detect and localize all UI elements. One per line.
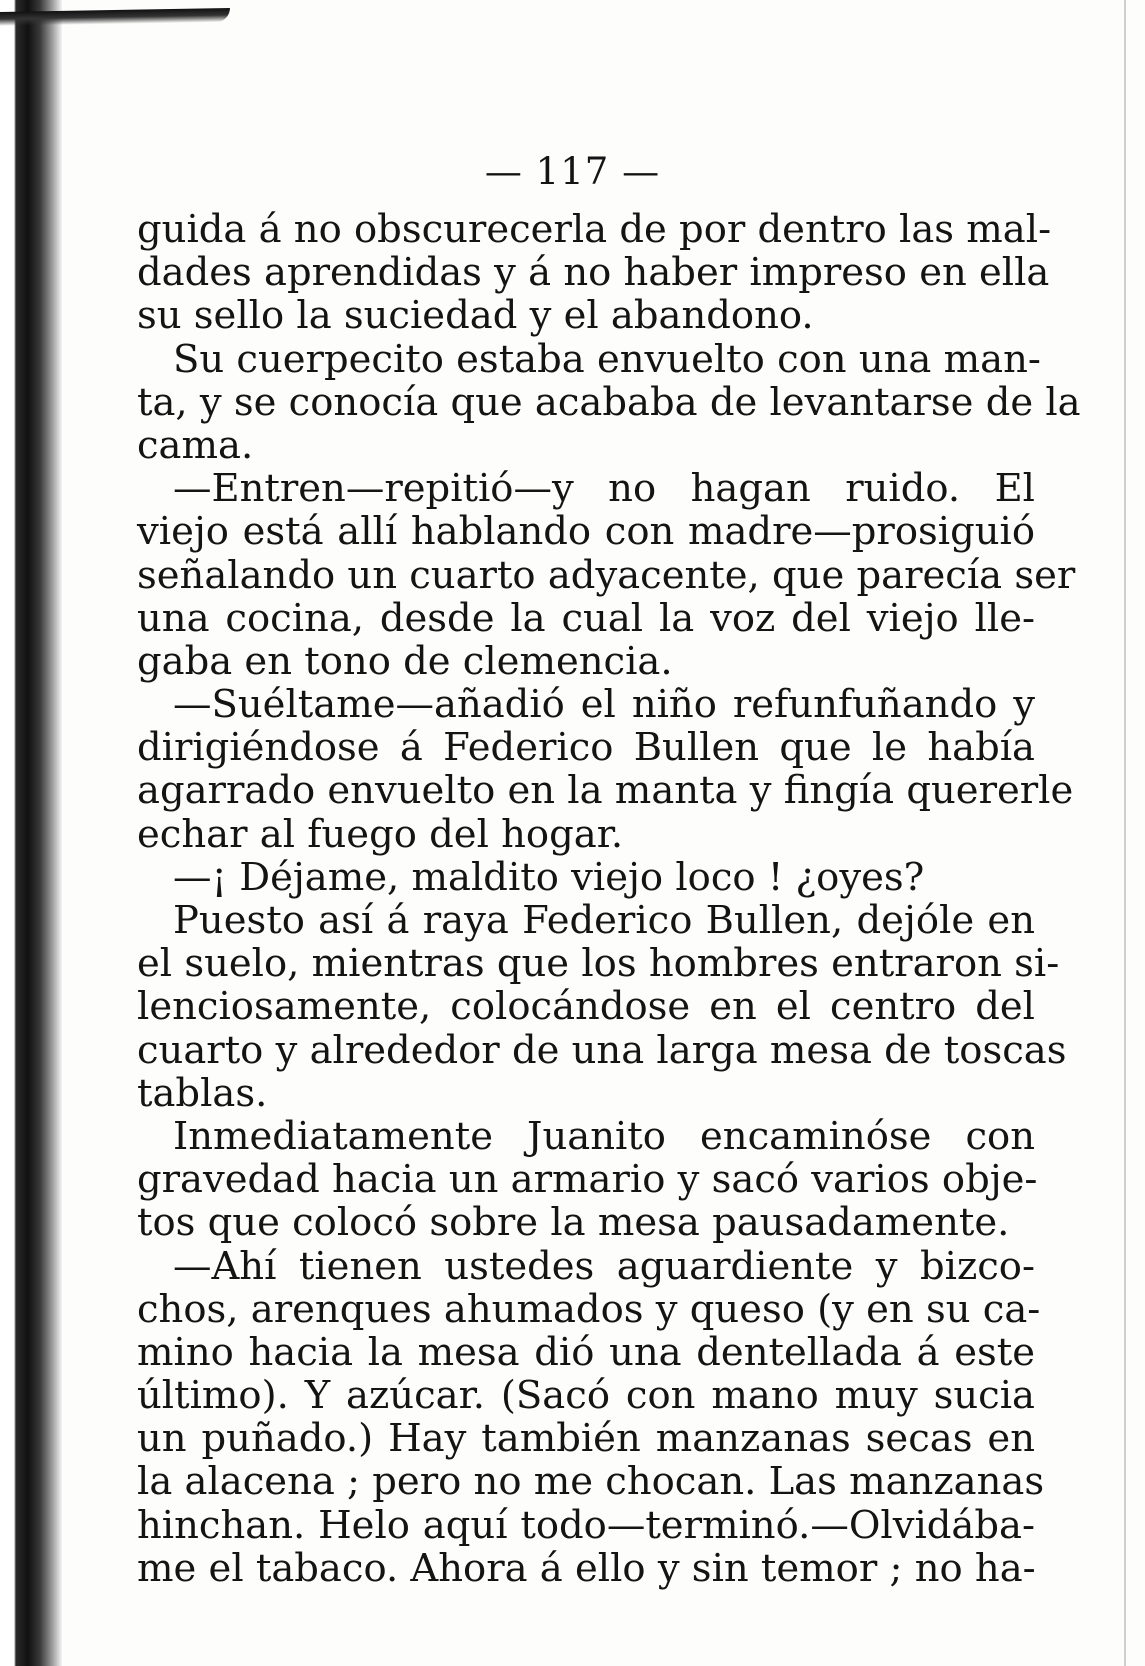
text-line: dades aprendidas y á no haber impreso en ella bbox=[137, 250, 1050, 296]
text-line: tablas. bbox=[137, 1070, 268, 1116]
page-number: — 117 — bbox=[484, 150, 661, 193]
text-line: agarrado envuelto en la manta y fingía quererle bbox=[137, 768, 1074, 814]
text-line: Puesto así á raya Federico Bullen, dejóle en bbox=[173, 898, 1035, 943]
text-line: Inmediatamente Juanito encaminóse con bbox=[173, 1113, 1035, 1159]
text-line: hinchan. Helo aquí todo—terminó.—Olvidába- bbox=[137, 1502, 1035, 1548]
text-line: Su cuerpecito estaba envuelto con una man- bbox=[173, 336, 1041, 382]
body-text bbox=[137, 207, 1081, 1591]
text-line: la alacena ; pero no me chocan. Las manzanas bbox=[137, 1459, 1045, 1505]
text-line: lenciosamente, colocándose en el centro del bbox=[137, 984, 1035, 1030]
text-line: mino hacia la mesa dió una dentellada á este bbox=[137, 1329, 1035, 1375]
text-line: chos, arenques ahumados y queso (y en su ca- bbox=[137, 1286, 1041, 1332]
text-line: guida á no obscurecerla de por dentro las mal- bbox=[137, 207, 1052, 252]
text-line: el suelo, mientras que los hombres entraron si- bbox=[137, 941, 1060, 987]
text-line: —Ahí tienen ustedes aguardiente y bizco- bbox=[173, 1243, 1035, 1289]
text-line: señalando un cuarto adyacente, que parecía ser bbox=[137, 552, 1076, 598]
text-line: dirigiéndose á Federico Bullen que le había bbox=[137, 725, 1035, 771]
text-line: su sello la suciedad y el abandono. bbox=[137, 293, 814, 339]
text-line: ta, y se conocía que acababa de levantarse de la bbox=[137, 379, 1081, 425]
text-line: me el tabaco. Ahora á ello y sin temor ; no ha- bbox=[137, 1545, 1036, 1591]
text-line: gaba en tono de clemencia. bbox=[137, 638, 673, 684]
text-line: viejo está allí hablando con madre—prosiguió bbox=[137, 509, 1035, 555]
book-binding-shadow bbox=[0, 0, 62, 1666]
text-line: un puñado.) Hay también manzanas secas en bbox=[137, 1416, 1035, 1462]
text-line: cuarto y alrededor de una larga mesa de toscas bbox=[137, 1027, 1067, 1073]
text-line: una cocina, desde la cual la voz del viejo lle- bbox=[137, 595, 1035, 641]
text-line: último). Y azúcar. (Sacó con mano muy sucia bbox=[137, 1373, 1035, 1419]
binding-corner-shadow bbox=[0, 8, 230, 26]
text-line: echar al fuego del hogar. bbox=[137, 811, 624, 857]
text-line: tos que colocó sobre la mesa pausadamente. bbox=[137, 1200, 1010, 1246]
text-line: —¡ Déjame, maldito viejo loco ! ¿oyes? bbox=[173, 854, 925, 900]
text-line: —Suéltame—añadió el niño refunfuñando y bbox=[173, 682, 1035, 728]
text-line: cama. bbox=[137, 422, 254, 468]
text-line: gravedad hacia un armario y sacó varios obje- bbox=[137, 1157, 1038, 1203]
page-edge-line bbox=[1124, 0, 1126, 1666]
text-line: —Entren—repitió—y no hagan ruido. El bbox=[173, 466, 1035, 512]
